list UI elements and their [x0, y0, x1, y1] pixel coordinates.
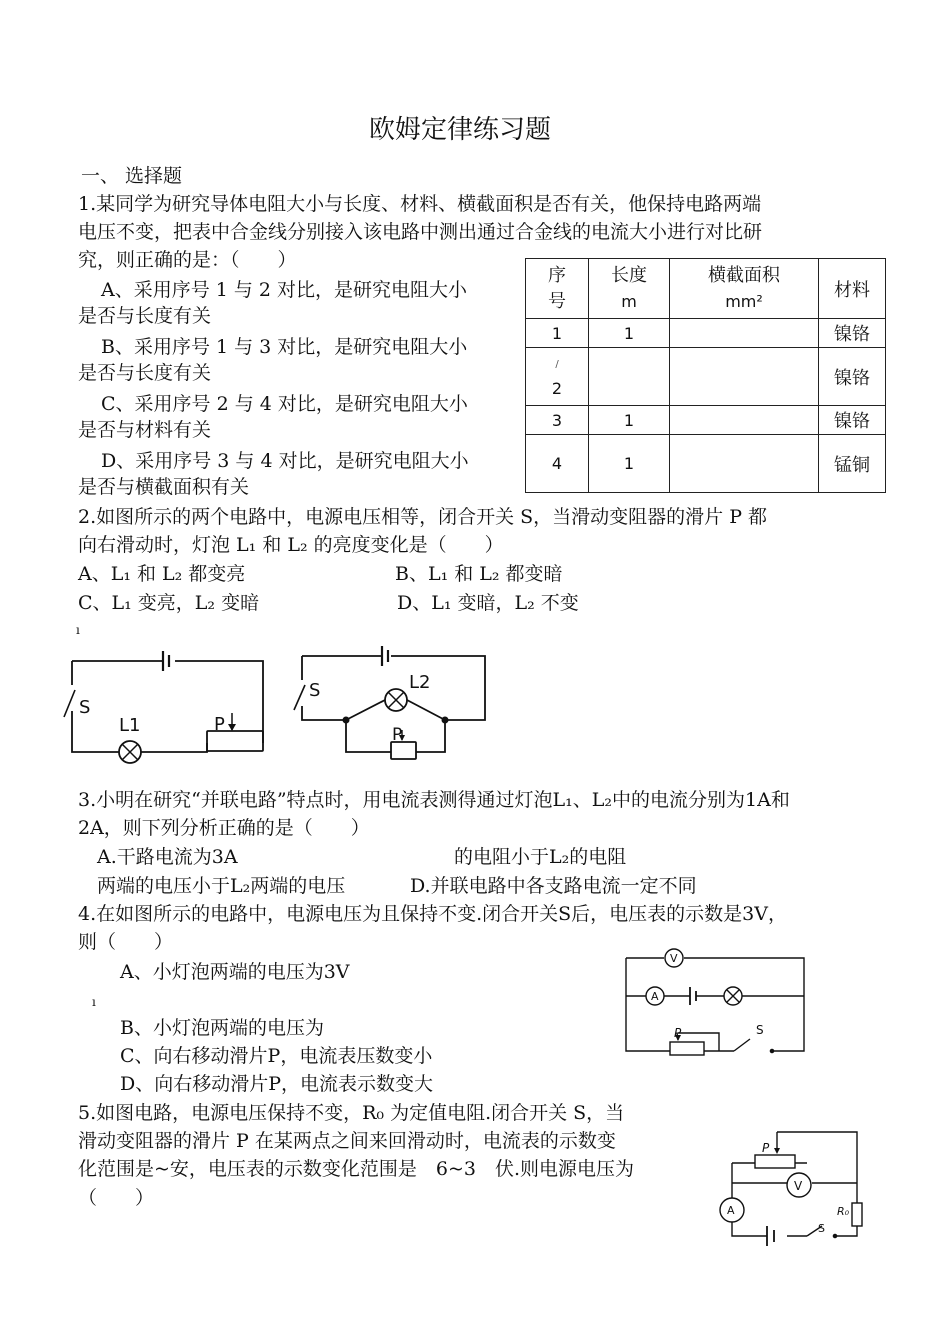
wire-spec-table	[525, 258, 886, 493]
q3-stem-line-2: 2A，则下列分析正确的是（ ）	[78, 817, 370, 839]
table-header-row	[526, 259, 886, 319]
table-row: 1 1 镍铬	[526, 319, 886, 348]
q3-option-b: 的电阻小于L₂的电阻	[454, 846, 627, 868]
q1-option-a-cont: 是否与长度有关	[78, 305, 212, 327]
switch-label: S	[309, 680, 321, 701]
slider-label: P	[762, 1141, 770, 1155]
q1-option-c-cont: 是否与材料有关	[78, 419, 212, 441]
q2-stem-line-1: 2.如图所示的两个电路中，电源电压相等，闭合开关 S，当滑动变阻器的滑片 P 都	[78, 506, 768, 528]
q1-option-c: C、采用序号 2 与 4 对比，是研究电阻大小	[101, 393, 468, 415]
stray-mark: ı	[76, 623, 80, 637]
q4-stem-line-1: 4.在如图所示的电路中，电源电压为且保持不变.闭合开关S后，电压表的示数是3V，	[78, 903, 787, 925]
header-area: 横截面积 mm²	[670, 259, 819, 319]
q2-option-b: B、L₁ 和 L₂ 都变暗	[395, 563, 563, 585]
q3-stem-line-1: 3.小明在研究“并联电路”特点时，用电流表测得通过灯泡L₁、L₂中的电流分别为1A和	[78, 789, 790, 811]
header-length: 长度 m	[589, 259, 670, 319]
q5-stem-line-1: 5.如图电路，电源电压保持不变，R₀ 为定值电阻.闭合开关 S，当	[78, 1102, 625, 1124]
stray-mark: ı	[92, 995, 96, 1009]
q5-stem-line-2: 滑动变阻器的滑片 P 在某两点之间来回滑动时，电流表的示数变	[78, 1130, 616, 1152]
q4-circuit	[622, 945, 807, 1055]
q3-option-d: D.并联电路中各支路电流一定不同	[410, 875, 697, 897]
switch-label: S	[79, 697, 91, 718]
q2-option-c: C、L₁ 变亮，L₂ 变暗	[78, 592, 260, 614]
slider-label: P	[214, 714, 225, 735]
header-seq: 序 号	[526, 259, 589, 319]
switch-label: S	[756, 1023, 764, 1037]
switch-label: S	[818, 1222, 825, 1235]
q1-option-d: D、采用序号 3 与 4 对比，是研究电阻大小	[101, 450, 469, 472]
q2-option-d: D、L₁ 变暗，L₂ 不变	[397, 592, 579, 614]
table-row: 3 1 镍铬	[526, 406, 886, 435]
page-title: 欧姆定律练习题	[369, 115, 552, 145]
table-row: / 2 镍铬	[526, 348, 886, 406]
slider-label: P	[674, 1026, 682, 1040]
q5-circuit	[712, 1128, 882, 1253]
section-heading: 一、 选择题	[81, 165, 183, 187]
q1-option-b: B、采用序号 1 与 3 对比，是研究电阻大小	[101, 336, 468, 358]
slider-label: P	[392, 725, 403, 745]
q2-circuit-left	[55, 645, 275, 775]
voltmeter-label: V	[794, 1179, 803, 1193]
q4-stem-line-2: 则（ ）	[78, 931, 174, 953]
q1-stem-line-1: 1.某同学为研究导体电阻大小与长度、材料、横截面积是否有关，他保持电路两端	[78, 193, 762, 215]
q4-option-c: C、向右移动滑片P，电流表压数变小	[120, 1045, 433, 1067]
q2-option-a: A、L₁ 和 L₂ 都变亮	[78, 563, 246, 585]
q2-circuit-right	[285, 640, 500, 770]
q5-stem-line-3: 化范围是~安，电压表的示数变化范围是 6~3 伏.则电源电压为	[78, 1158, 635, 1180]
lamp-label: L1	[119, 715, 141, 736]
ammeter-label: A	[727, 1204, 735, 1217]
q4-option-b: B、小灯泡两端的电压为	[120, 1017, 324, 1039]
table-row: 4 1 锰铜	[526, 435, 886, 493]
header-material: 材料	[819, 259, 886, 319]
q1-option-a: A、采用序号 1 与 2 对比，是研究电阻大小	[101, 279, 468, 301]
voltmeter-label: V	[670, 952, 678, 965]
q1-stem-line-3: 究，则正确的是：（ ）	[78, 249, 297, 271]
q3-option-a: A.干路电流为3A	[97, 846, 238, 868]
q1-option-d-cont: 是否与横截面积有关	[78, 476, 250, 498]
q4-option-d: D、向右移动滑片P，电流表示数变大	[120, 1073, 434, 1095]
q3-option-c: 两端的电压小于L₂两端的电压	[97, 875, 346, 897]
stray-mark: /	[555, 358, 559, 370]
ammeter-label: A	[651, 990, 659, 1003]
q1-option-b-cont: 是否与长度有关	[78, 362, 212, 384]
lamp-label: L2	[409, 672, 431, 693]
q4-option-a: A、小灯泡两端的电压为3V	[120, 961, 350, 983]
q1-stem-line-2: 电压不变，把表中合金线分别接入该电路中测出通过合金线的电流大小进行对比研	[78, 221, 763, 243]
q5-stem-line-4: （ ）	[78, 1187, 155, 1209]
resistor-label: R₀	[836, 1205, 849, 1218]
q2-stem-line-2: 向右滑动时，灯泡 L₁ 和 L₂ 的亮度变化是（ ）	[78, 534, 504, 556]
